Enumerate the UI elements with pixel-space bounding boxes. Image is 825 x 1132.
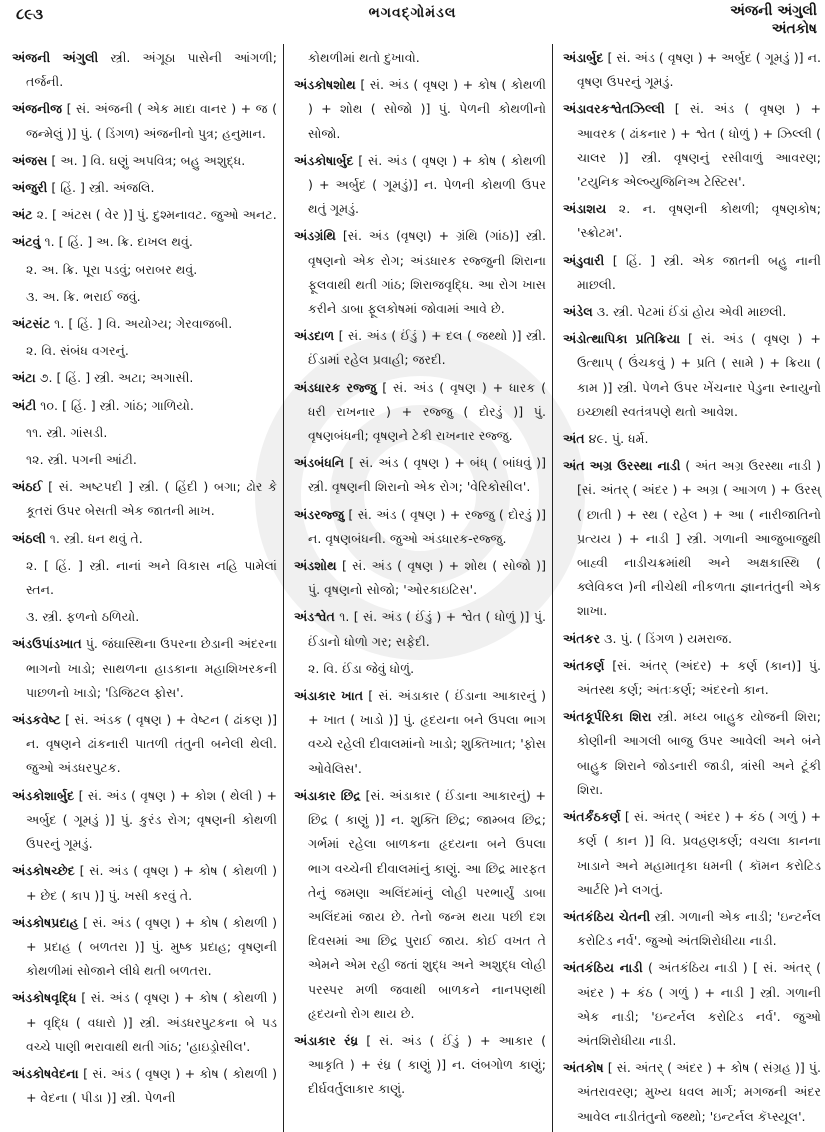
entry-headword: અંડાકાર રંધ્ર <box>294 1032 359 1048</box>
entry-definition: સ્ત્રી. અંગૂઠા પાસેની આંગળી; તર્જની. <box>26 50 278 90</box>
entry-headword: અંડકોષવૃદ્ધિ <box>12 990 77 1006</box>
dictionary-entry <box>294 46 546 70</box>
entry-definition: [ સં. અંડ ( વૃષણ ) + કોષ ( કોથળી ) + અર્બુદ ( ગૂમડું)] ન. પેળની કોથળી ઉપર થતું ગૂમડું. <box>308 152 546 217</box>
entry-definition: [ સં. અંડ ( વૃષણ ) + કોષ ( કોથળી ) + વેદના ( પીડા )] સ્ત્રી. પેળની <box>26 1065 277 1106</box>
entry-definition: [ સં. અંડ ( વૃષણ ) + અર્બુદ ( ગૂમડું )] ન. વૃષણ ઉપરનું ગૂમડું. <box>577 50 821 90</box>
dictionary-entry <box>12 394 277 418</box>
entry-headword: અંડોત્થાપિકા પ્રતિક્રિયા <box>563 331 681 347</box>
entry-headword: અંતકંઠિય ચેતની <box>563 908 651 924</box>
dictionary-entry <box>563 327 821 424</box>
entry-definition: [ સં. અંડ ( ઈંડું ) + આકાર ( આકૃતિ ) + રંધ્ર ( કાણું )] ન. લંબગોળ કાણું; દીર્ઘવર્તુલાકાર કાણું. <box>308 1032 546 1097</box>
dictionary-entry <box>12 258 277 282</box>
entry-headword: અંજનીજ <box>12 101 63 117</box>
dictionary-entry <box>12 203 277 227</box>
entry-definition: ૭. [ હિં. ] સ્ત્રી. અટા; અગાસી. <box>35 370 194 386</box>
entry-headword: અંજુરી <box>12 180 48 196</box>
entry-definition: [ સં. અંડ ( વૃષણ ) + કોષ ( કોથળી ) + પ્રદાહ ( બળતરા )] પું. મુષ્ક પ્રદાહ; વૃષણની કોથળીમાં સોજાને લીધે થતી બળતરા. <box>26 914 277 979</box>
entry-definition: ૨. [ અંટસ ( વેર )] પું. દુશ્મનાવટ. જુઓ અનટ. <box>32 207 277 223</box>
entry-definition: ૧૦. [ હિં. ] સ્ત્રી. ગાંઠ; ગાળિયો. <box>36 397 194 413</box>
entry-definition: [ સં. અંતર્ ( અંદર ) + કંઠ ( ગળું ) + કર્ણ ( કાન )] વિ. પ્રવહણકર્ણ; વચલા કાનના ખાડાને અને મહામાતૃકા ધમની ( કૉમન કરોટિડ આર્ટરિ )ને લગતું. <box>577 809 821 897</box>
entry-headword: અંઠલી <box>12 530 46 546</box>
dictionary-entry <box>294 149 546 222</box>
dictionary-entry <box>12 554 277 602</box>
entry-headword: અંડેલ <box>563 304 593 320</box>
entry-definition: [ સં. અંડ ( વૃષણ ) + શોથ ( સોજો )] પું. વૃષણનો સોજો; 'ઓરકાઇટિસ'. <box>308 558 546 598</box>
entry-definition: ૧. [ હિં. ] વિ. અયોગ્ય; ગેરવાજબી. <box>50 316 233 332</box>
entry-headword: અંઠઈ <box>12 479 43 495</box>
entry-definition: [ હિં. ] સ્ત્રી. અંજલિ. <box>47 180 155 196</box>
dictionary-entry <box>294 224 546 321</box>
entry-definition: ૧. [ સં. અંડ ( ઈંડું ) + શ્વેત ( ધોળું )] પું. ઈંડાનો ધોળો ગર; સફેદી. <box>308 609 546 649</box>
column-left <box>0 44 283 1132</box>
entry-definition: [ સં. અષ્ટપદી ] સ્ત્રી. ( હિંદી ) બગા; ઢોર કે કૂતરાં ઉપર બેસતી એક જાતની માખ. <box>26 479 277 519</box>
entry-headword: અંડકોષપ્રદાહ <box>12 914 79 930</box>
entry-definition: [ સં. અંડાકાર ( ઈંડાના આકારનું ) + ખાત ( ખાડો )] પું. હૃદયના બને ઉપલા ભાગ વચ્ચે રહેલી દીવાલમાંનો ખાડો; શુક્તિખાત; 'ફોસ ઓવેલિસ'. <box>308 688 546 776</box>
entry-headword: અંતકોષ <box>563 1060 604 1076</box>
dictionary-entry <box>294 657 546 681</box>
entry-definition: [ સં. અંડ ( વૃષણ ) + કોષ ( કોથળી ) + છેદ ( કાપ )] પું. ખસી કરવું તે. <box>26 863 277 903</box>
entry-headword: અંડાકાર ખાત <box>294 688 364 704</box>
dictionary-entry <box>12 312 277 336</box>
dictionary-entry <box>12 339 277 363</box>
entry-headword: અંટસંટ <box>12 316 51 332</box>
dictionary-entry <box>12 1062 277 1110</box>
entry-headword: અંતકૂર્પરિકા શિરા <box>563 709 652 725</box>
dictionary-entry <box>12 176 277 200</box>
entry-headword: અંજની અંગુલી <box>12 50 99 65</box>
entry-definition: ( અંત અગ્ર ઉરસ્થા નાડી ) [સં. અંતર્ ( અંદર ) + અગ્ર ( આગળ ) + ઉરસ્ ( છાતી ) + સ્થ ( રહેલ ) + આ ( નારીજાતિનો પ્રત્યય ) + નાડી ] સ્ત્રી. ગળાની આજુબાજુથી બાહ્વી નાડીચક્રમાંથી અને અક્ષકાસ્થિ ( ક્લેવિકલ )ની નીચેથી નીકળતા જ્ઞાનતંતુની એક શાખા. <box>577 458 821 619</box>
dictionary-entry <box>563 46 821 94</box>
entry-headword: અંજસ <box>12 152 48 168</box>
entry-definition: [ સં. અંડ ( વૃષણ ) + બંધ્ ( બાંધવું )] સ્ત્રી. વૃષણની શિરાનો એક રોગ; 'વેરિકોસીલ'. <box>308 455 546 495</box>
dictionary-entry <box>12 149 277 173</box>
dictionary-entry <box>12 366 277 390</box>
dictionary-entry <box>294 376 546 449</box>
dictionary-entry <box>563 905 821 953</box>
entry-definition: [ સં. અંડ ( વૃષણ ) + ઉત્થાપ્ ( ઉંચકવું ) + પ્રતિ ( સામે ) + ક્રિયા ( કામ )] સ્ત્રી. પેળને ઉપર ખેંચનાર પેડુના સ્નાયુનો ઇચ્છાથી સ્વતંત્રપણે થતો આવેશ. <box>577 331 821 419</box>
entry-headword: અંડદાળ <box>294 328 335 344</box>
dictionary-entry <box>294 73 546 146</box>
entry-definition: [ સં. અંડ ( વૃષણ ) + ધારક ( ધરી રાખનાર ) + રજ્જુ ( દોરડું )] પું. વૃષણબંધની; વૃષણને ટેકી રાખનાર રજ્જુ. <box>308 379 546 444</box>
dictionary-entry <box>563 627 821 651</box>
dictionary-entry <box>12 911 277 984</box>
column-right <box>553 44 825 1132</box>
entry-headword: અંડકોષચ્છેદ <box>12 863 75 879</box>
entry-headword: અંત <box>563 431 585 447</box>
entry-definition: [ સં. અંડ ( વૃષણ ) + કોશ ( થેલી ) + અર્બુદ ( ગૂમડું )] પું. કુરંડ રોગ; વૃષણની કોથળી ઉપરનું ગૂમડું. <box>26 787 277 852</box>
column-middle <box>283 44 553 1132</box>
entry-headword: અંડધારક રજ્જુ <box>294 379 377 395</box>
entry-headword: અંડરજ્જુ <box>294 506 345 522</box>
dictionary-entry <box>12 632 277 705</box>
entry-definition: પું. જંઘાસ્થિના ઉપરના છેડાની અંદરના ભાગનો ખાડો; સાથળના હાડકાના મહાશિખરકની પાછળનો ખાડો; 'ડિજિટલ ફોસ'. <box>26 636 278 700</box>
entry-headword: અંડશ્વેત <box>294 609 335 625</box>
dictionary-entry <box>294 451 546 499</box>
dictionary-entry <box>294 605 546 653</box>
entry-definition: [ સં. અંડ ( વૃષણ ) + આવરક ( ઢાંકનાર ) + શ્વેત ( ધોળું ) + ઝિલ્લી ( ચાલર )] સ્ત્રી. વૃષણનું રસીવાળું આવરણ; 'ટયુનિક એલ્બ્યુજિનિઅ ટેસ્ટિસ'. <box>577 101 821 190</box>
page-number: ૮૯૩ <box>16 5 44 23</box>
entry-headword: અંતકંઠિય નાડી <box>563 960 643 976</box>
dictionary-entry <box>12 708 277 781</box>
dictionary-entry <box>12 527 277 551</box>
entry-headword: અંડશોથ <box>294 558 337 574</box>
entry-headword: અંડકવેષ્ટ <box>12 712 61 728</box>
dictionary-entry <box>12 285 277 309</box>
entry-definition: [ સં. અંજની ( એક માદા વાનર ) + જ ( જન્મેલું )] પું. ( ડિંગળ) અંજનીનો પુત્ર; હનુમાન. <box>26 101 277 141</box>
dictionary-entry <box>294 1029 546 1102</box>
entry-definition: [ સં. અંડક ( વૃષણ ) + વેષ્ટન ( ઢાંકણ )] ન. વૃષણને ઢાંકનારી પાતળી તંતુની બનેલી થેલી. જુઓ અંડધરપુટક. <box>26 712 277 776</box>
entry-definition: સ્ત્રી. ગળાની એક નાડી; 'ઇન્ટર્નલ કરોટિડ નર્વ'. જુઓ અંતશિરોધીયા નાડી. <box>577 908 822 949</box>
dictionary-entry <box>294 784 546 1026</box>
dictionary-entry <box>12 230 277 254</box>
guide-word-first: અંજની અંગુલી <box>730 3 817 19</box>
entry-definition: ૧. [ હિં. ] અ. ક્રિ. દાખલ થવું. <box>40 234 193 250</box>
entry-headword: અંડકોષશોથ <box>294 77 356 93</box>
dictionary-columns <box>0 44 825 1124</box>
entry-headword: અંતકર્ણ <box>563 657 605 673</box>
entry-headword: અંતર્કંઠકર્ણ <box>563 809 621 825</box>
entry-definition: [ સં. અંડ ( વૃષણ ) + કોષ ( કોથળી ) + શોથ ( સોજો )] પું. પેળની કોથળીનો સોજો. <box>308 77 546 141</box>
entry-headword: અંટી <box>12 397 37 413</box>
dictionary-entry <box>563 654 821 702</box>
entry-definition: [સં. અંડાકાર ( ઈંડાના આકારનું) + છિદ્ર ( કાણું )] ન. શુક્તિ છિદ્ર; જામ્બવ છિદ્ર; ગર્ભમાં રહેલા બાળકના હૃદયના બને ઉપલા ભાગ વચ્ચેની દીવાલમાંનું કાણું. આ છિદ્ર મારફત તેનું જમણા અલિંદમાંનું લોહી પરભાર્યું ડાબા અલિંદમાં જાય છે. તેનો જન્મ થયા પછી દશ દિવસમાં આ છિદ્ર પુરાઈ જાય. કોઈ વખત તે એમને એમ રહી જતાં શુદ્ધ અને અશુદ્ધ લોહી પરસ્પર મળી જવાથી બાળકને નાનપણથી હૃદયનો રોગ થાય છે. <box>308 787 546 1021</box>
dictionary-entry <box>563 956 821 1053</box>
dictionary-entry <box>12 448 277 472</box>
entry-definition: ૩. સ્ત્રી. પેટમાં ઈંડાં હોય એવી માછલી. <box>592 304 787 320</box>
dictionary-entry <box>12 421 277 445</box>
entry-headword: અંડઉપાંડખાત <box>12 636 82 652</box>
entry-headword: અંત અગ્ર ઉરસ્થા નાડી <box>563 458 681 474</box>
entry-definition: ૩. સ્ત્રી. ફળનો ઠળિયો. <box>26 609 140 625</box>
entry-definition: ૨. વિ. ઈંડા જેવું ધોળું. <box>308 660 415 676</box>
dictionary-entry <box>563 249 821 297</box>
entry-definition: [ સં. અંડ ( ઈંડું ) + દલ ( જથ્થો )] સ્ત્રી. ઈંડામાં રહેલ પ્રવાહી; જરદી. <box>308 328 546 368</box>
entry-definition: કોથળીમાં થતો દુખાવો. <box>308 50 420 65</box>
dictionary-entry <box>12 46 277 94</box>
entry-headword: અંડુવારી <box>563 252 605 268</box>
entry-definition: [ સં. અંડ ( વૃષણ ) + રજ્જુ ( દોરડું )] ન. વૃષણબંધની. જુઓ અંડધારક-રજ્જુ. <box>308 506 546 546</box>
entry-definition: [ સં. અંડ ( વૃષણ ) + કોષ ( કોથળી ) + વૃદ્ધિ ( વધારો )] સ્ત્રી. અંડધરપુટકના બે પડ વચ્ચે પાણી ભરાવાથી થતી ગાંઠ; 'હાઇડ્રોસીલ'. <box>26 990 277 1054</box>
guide-word-last: અંતકોષ <box>771 21 817 37</box>
dictionary-entry <box>563 1056 821 1129</box>
dictionary-entry <box>294 554 546 602</box>
entry-headword: અંડકોશાર્બુદ <box>12 787 75 803</box>
entry-definition: [સં. અંતર્ (અંદર) + કર્ણ (કાન)] પું. અંતસ્થ કર્ણ; અંતઃકર્ણ; અંદરનો કાન. <box>577 657 821 698</box>
dictionary-entry <box>563 454 821 623</box>
dictionary-entry <box>294 324 546 372</box>
dictionary-entry <box>12 859 277 907</box>
dictionary-entry <box>12 605 277 629</box>
dictionary-entry <box>12 784 277 857</box>
entry-headword: અંટ <box>12 207 33 223</box>
entry-headword: અંડકોષાર્બુદ <box>294 152 354 168</box>
dictionary-entry <box>12 475 277 523</box>
entry-definition: ૨. ન. વૃષણની કોથળી; વૃષણકોષ; 'સ્ક્રોટમ'. <box>577 201 821 241</box>
running-title: ભગવદ્ગોમંડલ <box>368 5 457 21</box>
entry-headword: અંડાશય <box>563 201 607 217</box>
entry-definition: સ્ત્રી. મધ્ય બાહુક યોજની શિરા; કોણીની આગલી બાજુ ઉપર આવેલી અને બંને બાહુક શિરાને જોડનારી જાડી, ત્રાંસી અને ટૂંકી શિરા. <box>577 709 821 797</box>
entry-definition: [સં. અંડ (વૃષણ) + ગ્રંથિ (ગાંઠ)] સ્ત્રી. વૃષણનો એક રોગ; અંડધારક રજ્જુની શિરાના ફૂલવાથી થતી ગાંઠ; શિરાજવૃદ્ધિ. આ રોગ ખાસ કરીને ડાબા ફૂલકોષમાં જોવામાં આવે છે. <box>308 228 546 317</box>
dictionary-entry <box>563 300 821 324</box>
entry-headword: અંટા <box>12 370 36 386</box>
dictionary-entry <box>12 986 277 1059</box>
entry-headword: અંતકર <box>563 630 601 646</box>
entry-headword: અંડકોષવેદના <box>12 1065 79 1081</box>
entry-headword: અંડગ્રંથિ <box>294 228 336 244</box>
dictionary-entry <box>294 503 546 551</box>
entry-headword: અંડબંધનિ <box>294 455 345 471</box>
entry-definition: ( અંતકંઠિય નાડી ) [ સં. અંતર્ ( અંદર ) + કંઠ ( ગળું ) + નાડી ] સ્ત્રી. ગળાની એક નાડી; 'ઇન્ટર્નલ કરોટિડ નર્વ'. જુઓ અંતશિરોધીયા નાડી. <box>577 960 821 1048</box>
entry-definition: [ અ. ] વિ. ઘણું અપવિત્ર; બહુ અશુદ્ધ. <box>47 152 246 168</box>
entry-headword: અંટવું <box>12 234 41 250</box>
entry-definition: ૪૯. પું. ધર્મ. <box>584 431 649 447</box>
entry-definition: ૧૨. સ્ત્રી. પગની આંટી. <box>26 452 137 468</box>
entry-definition: ૨. અ. ક્રિ. પૂરા પડવું; બરાબર થવું. <box>26 261 198 277</box>
entry-headword: અંડાવરકશ્વેતઝિલ્લી <box>563 101 665 117</box>
entry-headword: અંડાકાર છિદ્ર <box>294 787 361 803</box>
entry-definition: ૩. પું. ( ડિંગળ ) યમરાજ. <box>600 630 732 646</box>
dictionary-entry <box>563 805 821 902</box>
dictionary-entry <box>563 197 821 245</box>
entry-definition: ૧. સ્ત્રી. ધન થવું તે. <box>45 530 143 546</box>
dictionary-entry <box>12 97 277 145</box>
dictionary-entry <box>563 705 821 802</box>
dictionary-entry <box>563 427 821 451</box>
entry-definition: ૧૧. સ્ત્રી. ગાંસડી. <box>26 424 108 440</box>
dictionary-entry <box>563 97 821 194</box>
entry-definition: ૨. [ હિં. ] સ્ત્રી. નાનાં અને વિકાસ નહિ પામેલાં સ્તન. <box>26 557 277 598</box>
dictionary-entry <box>294 684 546 781</box>
entry-definition: [ સં. અંતર્ ( અંદર ) + કોષ ( સંગ્રહ )] પું. અંતરાવરણ; મુખ્ય ધવલ માર્ગ; મગજની અંદર આવેલ નાડીતંતુનો જથ્થો; 'ઇન્ટર્નલ કૅપ્સ્યૂલ'. <box>577 1060 821 1124</box>
entry-definition: ૩. અ. ક્રિ. ભરાઈ જવું. <box>26 288 141 304</box>
entry-headword: અંડાર્બુદ <box>563 50 604 65</box>
entry-definition: [ હિં. ] સ્ત્રી. એક જાતની બહુ નાની માછલી. <box>577 252 821 292</box>
entry-definition: ૨. વિ. સંબંધ વગરનું. <box>26 343 129 359</box>
page-header <box>0 0 825 44</box>
